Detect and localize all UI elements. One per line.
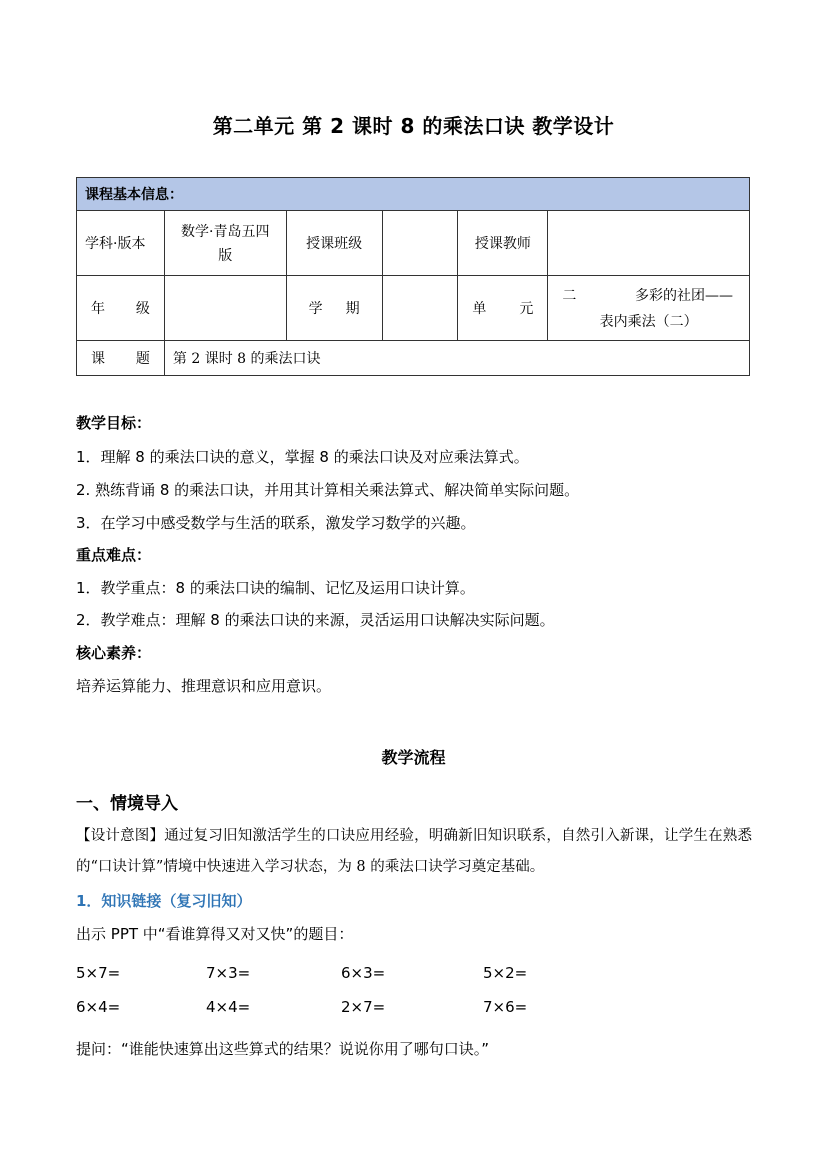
class-label: 授课班级 [286,211,382,276]
process-heading: 教学流程 [381,748,446,767]
teacher-value [548,211,750,276]
table-header: 课程基本信息： [77,178,750,211]
unit-value: 二 多彩的社团—— 表内乘法（二） [548,276,750,341]
ppt-instruction: 出示 PPT 中“看谁算得又对又快”的题目： [76,925,354,943]
unit-label: 单 元 [458,276,548,341]
knowledge-link-heading: 1．知识链接（复习旧知） [76,892,252,910]
calc-item: 7×6= [483,998,528,1016]
calc-item: 4×4= [206,998,251,1016]
term-value [382,276,458,341]
subject-value [164,211,286,276]
objective-item: 3．在学习中感受数学与生活的联系，激发学习数学的兴趣。 [76,514,476,532]
topic-value: 第 2 课时 8 的乘法口诀 [164,341,749,376]
section1-heading: 一、情境导入 [76,794,178,814]
literacy-text: 培养运算能力、推理意识和应用意识。 [76,677,332,695]
grade-value [164,276,286,341]
objective-item: 1．理解 8 的乘法口诀的意义，掌握 8 的乘法口诀及对应乘法算式。 [76,448,529,466]
subject-value-line2: 版 [218,248,233,264]
grade-label: 年 级 [77,276,165,341]
subject-label: 学科·版本 [77,211,165,276]
topic-label: 课 题 [77,341,165,376]
design-intent: 【设计意图】通过复习旧知激活学生的口诀应用经验，明确新旧知识联系，自然引入新课，让学生在熟悉的“口诀计算”情境中快速进入学习状态，为 8 的乘法口诀学习奠定基础。 [76,828,752,875]
subject-value-line1: 数学·青岛五四 [181,224,270,240]
objectives-heading: 教学目标： [76,414,152,432]
page-title: 第二单元 第 2 课时 8 的乘法口诀 教学设计 [212,114,615,138]
question-text: 提问：“谁能快速算出这些算式的结果？说说你用了哪句口诀。” [76,1040,490,1058]
objective-item: 2. 熟练背诵 8 的乘法口诀，并用其计算相关乘法算式、解决简单实际问题。 [76,481,580,499]
class-value [382,211,458,276]
term-label: 学 期 [286,276,382,341]
calc-item: 7×3= [206,964,251,982]
keypoint-item: 2．教学难点：理解 8 的乘法口诀的来源，灵活运用口诀解决实际问题。 [76,611,555,629]
calc-item: 6×3= [341,964,386,982]
keypoint-item: 1．教学重点：8 的乘法口诀的编制、记忆及运用口诀计算。 [76,579,475,597]
calc-item: 2×7= [341,998,386,1016]
teacher-label: 授课教师 [458,211,548,276]
keypoints-heading: 重点难点： [76,546,152,564]
calc-item: 6×4= [76,998,121,1016]
course-info-table [76,177,750,376]
calc-item: 5×7= [76,964,121,982]
calc-item: 5×2= [483,964,528,982]
literacy-heading: 核心素养： [76,644,152,662]
